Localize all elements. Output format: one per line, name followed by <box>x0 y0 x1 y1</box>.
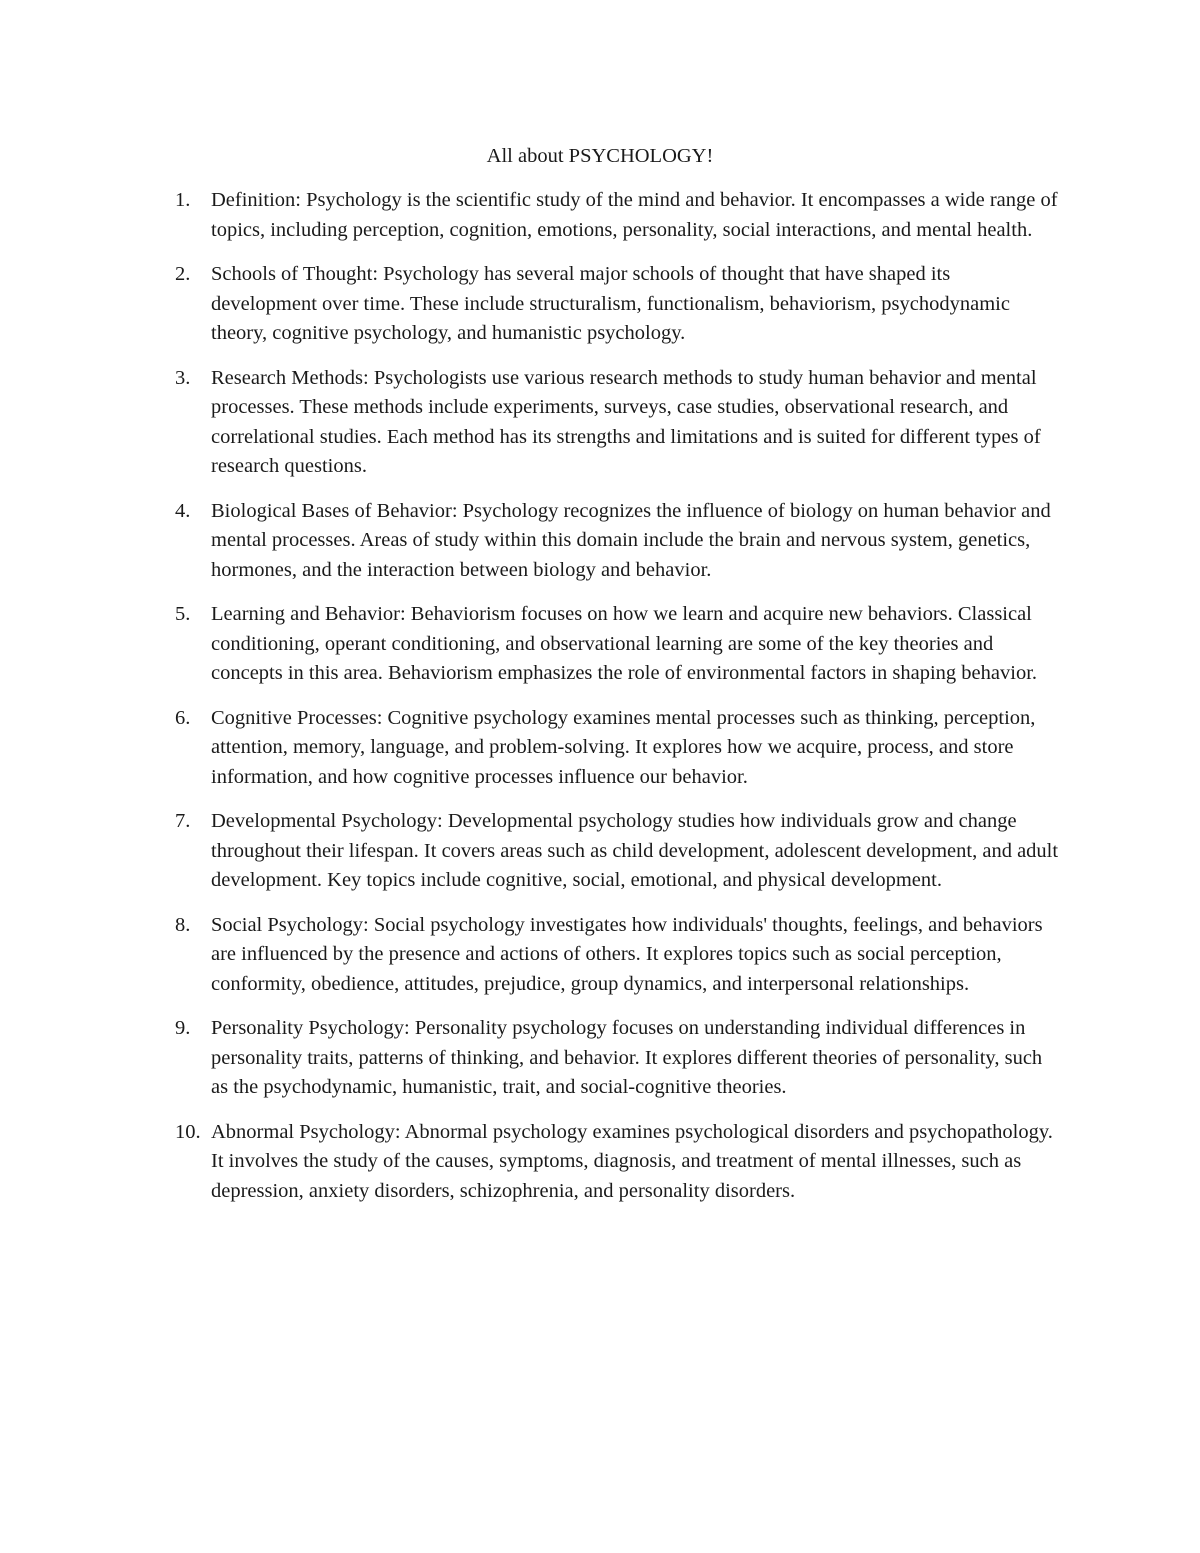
list-item <box>0 1118 1061 1207</box>
list-item <box>0 807 1061 896</box>
list-item <box>0 1014 1061 1103</box>
topic-list <box>0 186 1200 1221</box>
list-item-number: 7. <box>175 810 191 832</box>
list-item-text: Cognitive Processes: Cognitive psychology examines mental processes such as thinking, perception, attention, memory, language, and problem-solving. It explores how we acquire, process, and store information, and how cognitive processes influence our behavior. <box>211 706 1036 788</box>
list-item-text: Biological Bases of Behavior: Psychology recognizes the influence of biology on human behavior and mental processes. Areas of study within this domain include the brain and nervous system, genetics, hormones, and the interaction between biology and behavior. <box>211 499 1051 581</box>
list-item-text: Learning and Behavior: Behaviorism focuses on how we learn and acquire new behaviors. Classical conditioning, operant conditioning, and observational learning are some of the key theories and concepts in this area. Behaviorism emphasizes the role of environmental factors in shaping behavior. <box>211 603 1038 684</box>
list-item <box>0 600 1061 689</box>
list-item <box>0 364 1061 482</box>
list-item-number: 5. <box>175 603 191 625</box>
list-item <box>0 186 1061 245</box>
document-title: All about PSYCHOLOGY! <box>486 145 714 167</box>
list-item-number: 10. <box>175 1120 201 1143</box>
list-item-text: Abnormal Psychology: Abnormal psychology examines psychological disorders and psychopathology. It involves the study of the causes, symptoms, diagnosis, and treatment of mental illnesses, such as depression, anxiety disorders, schizophrenia, and personality disorders. <box>211 1120 1053 1202</box>
list-item-number: 1. <box>175 189 191 211</box>
list-item-number: 6. <box>175 706 191 729</box>
list-item-number: 2. <box>175 263 191 285</box>
list-item-text: Developmental Psychology: Developmental psychology studies how individuals grow and change throughout their lifespan. It covers areas such as child development, adolescent development, and adult development. Key topics include cognitive, social, emotional, and physical development. <box>211 810 1059 891</box>
list-item-text: Definition: Psychology is the scientific study of the mind and behavior. It encompasses a wide range of topics, including perception, cognition, emotions, personality, social interactions, and mental health. <box>211 189 1058 241</box>
list-item <box>0 911 1061 1000</box>
list-item-text: Personality Psychology: Personality psychology focuses on understanding individual differences in personality traits, patterns of thinking, and behavior. It explores different theories of personality, such as the psychodynamic, humanistic, trait, and social-cognitive theories. <box>211 1017 1043 1098</box>
list-item-text: Research Methods: Psychologists use various research methods to study human behavior and mental processes. These methods include experiments, surveys, case studies, observational research, and correlational studies. Each method has its strengths and limitations and is suited for different types of research questions. <box>211 366 1041 477</box>
list-item <box>0 704 1061 793</box>
list-item <box>0 260 1061 349</box>
list-item <box>0 497 1061 586</box>
list-item-number: 4. <box>175 499 191 522</box>
list-item-number: 3. <box>175 366 191 389</box>
list-item-text: Social Psychology: Social psychology investigates how individuals' thoughts, feelings, and behaviors are influenced by the presence and actions of others. It explores topics such as social perception, conformity, obedience, attitudes, prejudice, group dynamics, and interpersonal relationships. <box>211 913 1043 995</box>
list-item-number: 9. <box>175 1017 191 1039</box>
list-item-number: 8. <box>175 913 191 936</box>
list-item-text: Schools of Thought: Psychology has several major schools of thought that have shaped its development over time. These include structuralism, functionalism, behaviorism, psychodynamic theory, cognitive psychology, and humanistic psychology. <box>211 263 1010 344</box>
